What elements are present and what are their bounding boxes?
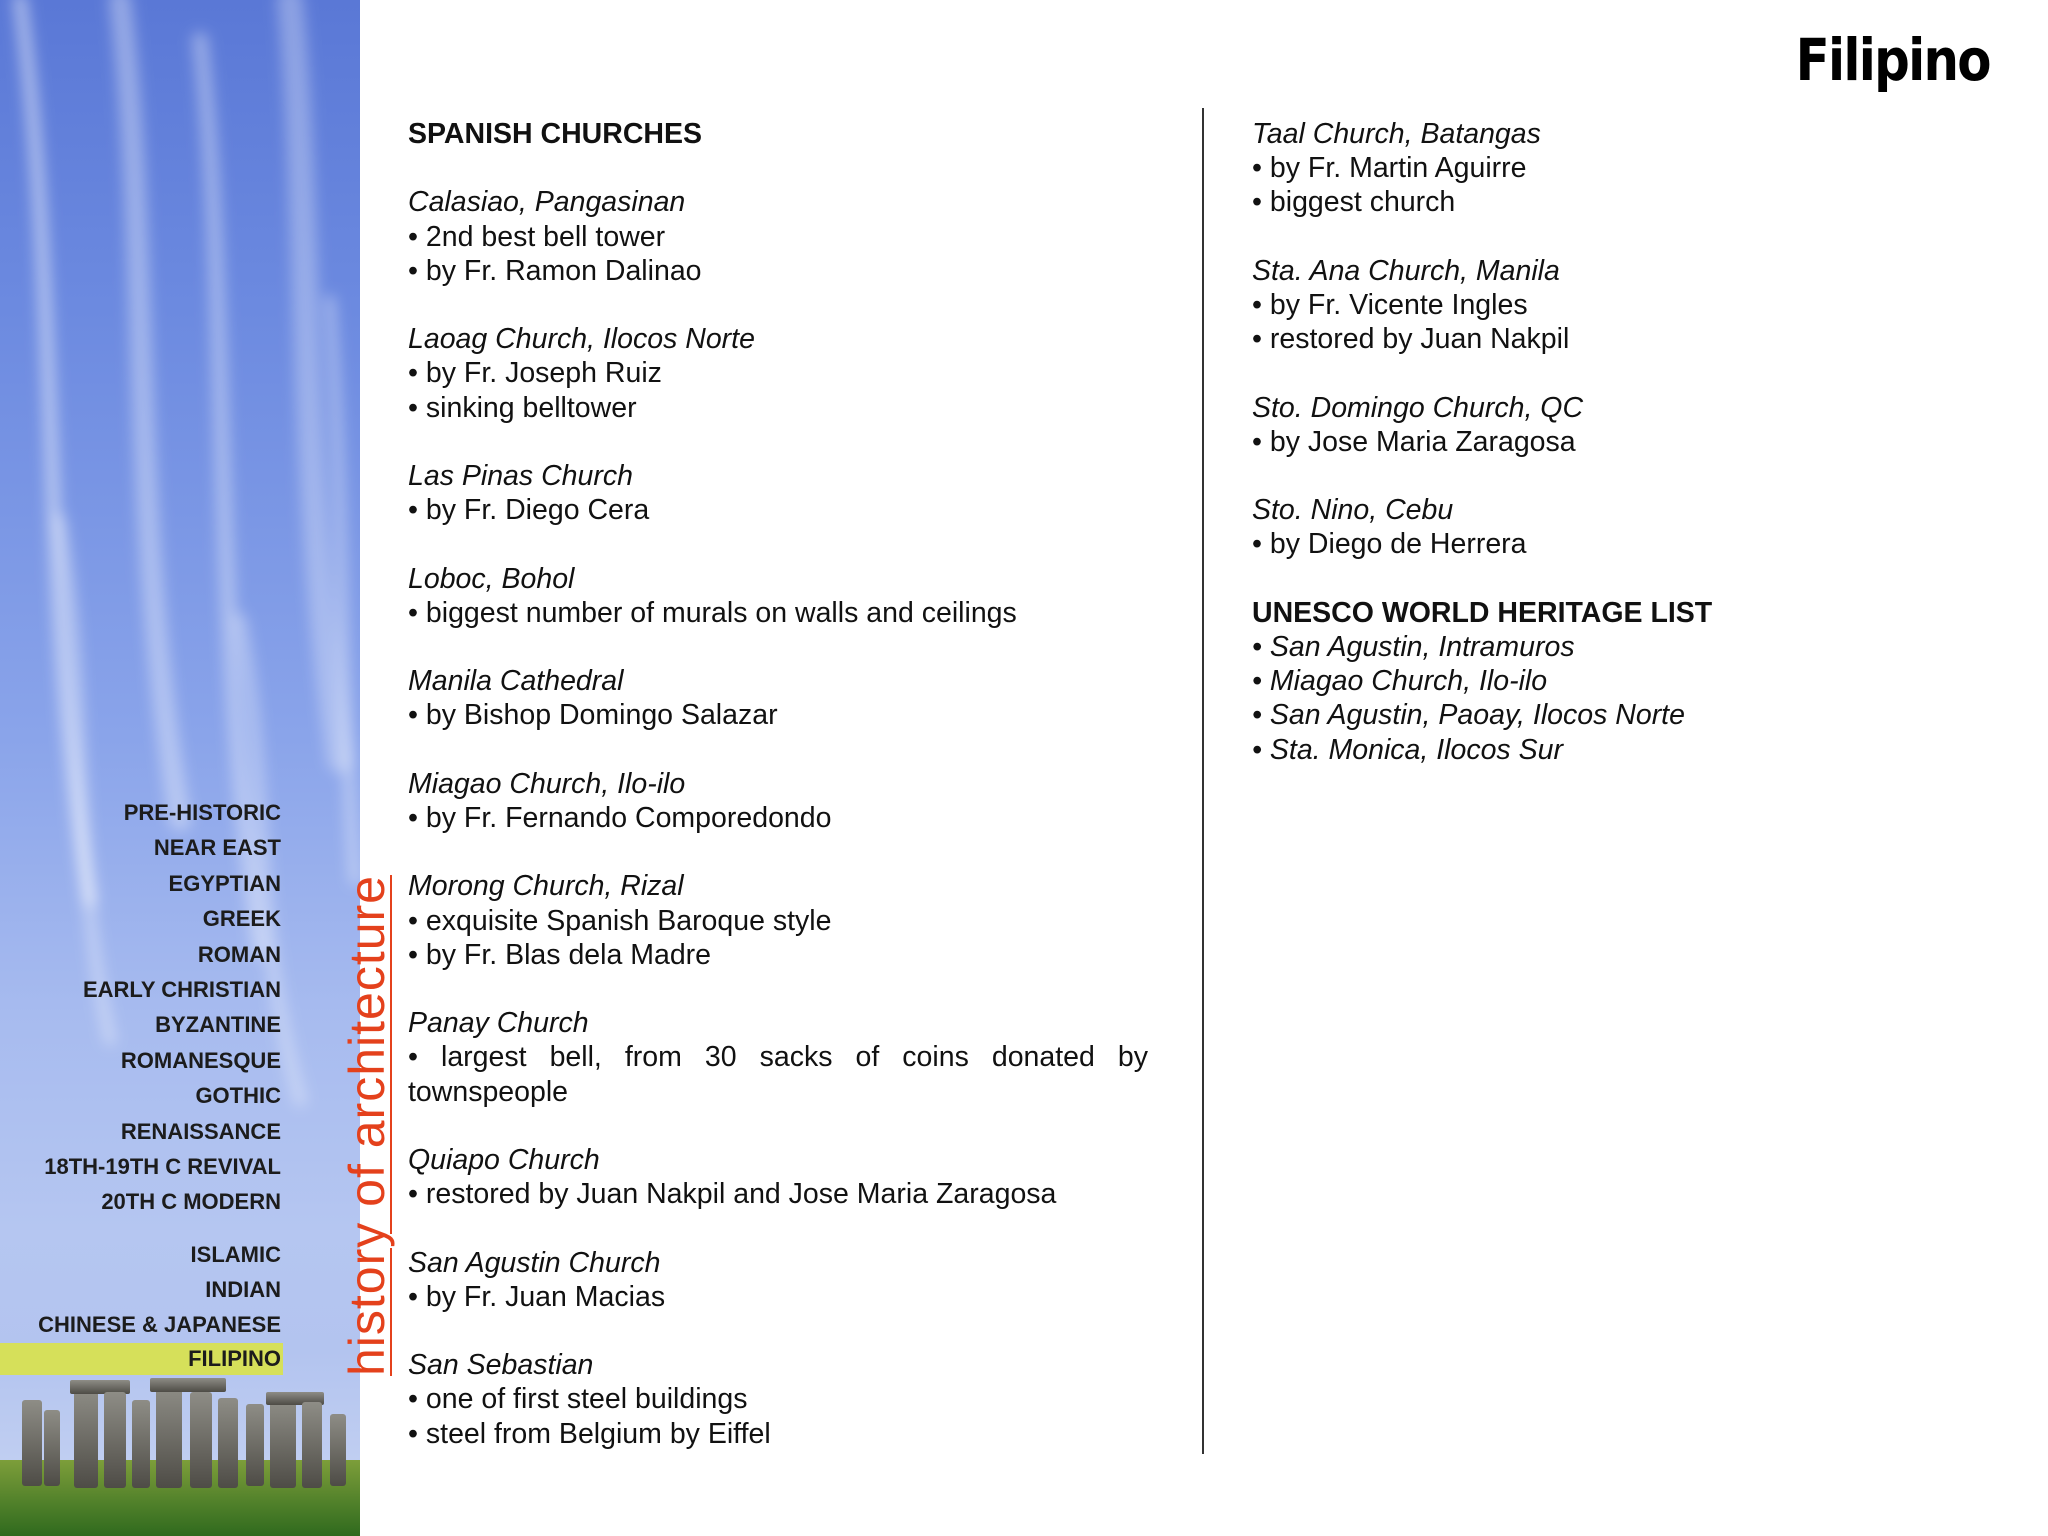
left-column bbox=[408, 117, 1148, 1451]
nav-item-roman[interactable]: ROMAN bbox=[197, 941, 281, 967]
nav-item-byzantine[interactable]: BYZANTINE bbox=[155, 1012, 281, 1038]
nav-item-filipino[interactable]: FILIPINO bbox=[0, 1343, 283, 1375]
church-entry bbox=[408, 1348, 1148, 1451]
unesco-item: • San Agustin, Paoay, Ilocos Norte bbox=[1252, 699, 1685, 732]
nav-item-greek[interactable]: GREEK bbox=[202, 906, 281, 932]
church-fact: • by Fr. Fernando Comporedondo bbox=[408, 801, 832, 834]
church-fact: • biggest number of murals on walls and ceilings bbox=[408, 596, 1017, 629]
church-fact: • by Fr. Juan Macias bbox=[408, 1280, 666, 1313]
church-name: Manila Cathedral bbox=[408, 665, 624, 698]
church-fact: • by Fr. Joseph Ruiz bbox=[408, 357, 662, 390]
church-name: Taal Church, Batangas bbox=[1252, 118, 1541, 150]
church-fact: • 2nd best bell tower bbox=[408, 220, 666, 253]
church-name: San Agustin Church bbox=[408, 1246, 661, 1279]
page-title: Filipino bbox=[1795, 26, 1990, 94]
nav-item-islamic[interactable]: ISLAMIC bbox=[190, 1241, 281, 1267]
nav-item-romanesque[interactable]: ROMANESQUE bbox=[120, 1047, 281, 1073]
vertical-title: history of architecture bbox=[339, 875, 395, 1376]
church-entry bbox=[1252, 254, 1992, 357]
sidebar bbox=[0, 0, 395, 1536]
church-fact: • largest bell, from 30 sacks of coins donated by bbox=[408, 1041, 1148, 1074]
church-entry bbox=[408, 869, 1148, 972]
church-fact-continued: townspeople bbox=[408, 1075, 569, 1108]
church-fact: • restored by Juan Nakpil bbox=[1252, 323, 1570, 356]
nav-item-near-east[interactable]: NEAR EAST bbox=[153, 835, 281, 861]
church-entry bbox=[408, 1006, 1148, 1109]
church-name: Laoag Church, Ilocos Norte bbox=[408, 323, 755, 356]
church-name: Calasiao, Pangasinan bbox=[408, 186, 686, 219]
nav-item-revival[interactable]: 18TH-19TH C REVIVAL bbox=[44, 1153, 281, 1179]
nav-item-pre-historic[interactable]: PRE-HISTORIC bbox=[123, 800, 281, 825]
church-entry bbox=[408, 459, 1148, 527]
nav-item-modern[interactable]: 20TH C MODERN bbox=[101, 1189, 281, 1215]
unesco-item: • San Agustin, Intramuros bbox=[1252, 630, 1575, 663]
nav-item-early-christian[interactable]: EARLY CHRISTIAN bbox=[82, 976, 281, 1002]
church-entry bbox=[1252, 493, 1992, 561]
church-entry bbox=[408, 1143, 1148, 1211]
church-name: Morong Church, Rizal bbox=[408, 870, 684, 903]
church-fact: • by Fr. Vicente Ingles bbox=[1252, 289, 1528, 321]
church-fact: • exquisite Spanish Baroque style bbox=[408, 904, 832, 937]
church-fact: • restored by Juan Nakpil and Jose Maria Zaragosa bbox=[408, 1178, 1057, 1211]
nav-item-renaissance[interactable]: RENAISSANCE bbox=[120, 1118, 281, 1144]
stonehenge-image bbox=[0, 1370, 360, 1536]
right-column bbox=[1252, 117, 1992, 767]
church-name: San Sebastian bbox=[408, 1349, 594, 1382]
unesco-item: • Miagao Church, Ilo-ilo bbox=[1252, 665, 1548, 698]
church-name: Las Pinas Church bbox=[408, 459, 633, 492]
church-fact: • by Fr. Ramon Dalinao bbox=[408, 254, 702, 287]
church-fact: • by Fr. Diego Cera bbox=[408, 494, 650, 527]
nav-item-egyptian[interactable]: EGYPTIAN bbox=[168, 870, 281, 896]
church-fact: • by Fr. Martin Aguirre bbox=[1252, 152, 1527, 185]
church-entry bbox=[408, 562, 1148, 630]
section-heading-spanish-churches: SPANISH CHURCHES bbox=[408, 118, 703, 150]
church-entry bbox=[408, 664, 1148, 732]
church-entry bbox=[408, 322, 1148, 425]
church-fact: • steel from Belgium by Eiffel bbox=[408, 1417, 771, 1450]
church-entry bbox=[1252, 117, 1992, 220]
church-fact: • sinking belltower bbox=[408, 391, 637, 424]
church-name: Sto. Domingo Church, QC bbox=[1252, 391, 1584, 424]
church-fact: • by Fr. Blas dela Madre bbox=[408, 938, 712, 971]
section-heading-unesco: UNESCO WORLD HERITAGE LIST bbox=[1252, 596, 1713, 629]
nav-item-chinese-japanese[interactable]: CHINESE & JAPANESE bbox=[38, 1312, 281, 1338]
church-fact: • biggest church bbox=[1252, 186, 1456, 219]
church-fact: • one of first steel buildings bbox=[408, 1383, 748, 1416]
column-divider bbox=[1202, 108, 1204, 1454]
church-entry bbox=[408, 1246, 1148, 1314]
church-name: Panay Church bbox=[408, 1007, 589, 1040]
church-entry bbox=[1252, 391, 1992, 459]
unesco-item: • Sta. Monica, Ilocos Sur bbox=[1252, 733, 1563, 766]
nav-item-gothic[interactable]: GOTHIC bbox=[195, 1083, 281, 1109]
nav-list bbox=[0, 795, 283, 1375]
church-entry bbox=[408, 767, 1148, 835]
church-fact: • by Bishop Domingo Salazar bbox=[408, 699, 778, 732]
church-name: Miagao Church, Ilo-ilo bbox=[408, 767, 686, 800]
church-name: Sto. Nino, Cebu bbox=[1252, 494, 1454, 527]
nav-item-indian[interactable]: INDIAN bbox=[205, 1277, 281, 1303]
church-name: Sta. Ana Church, Manila bbox=[1252, 254, 1560, 287]
church-entry bbox=[408, 185, 1148, 288]
church-fact: • by Jose Maria Zaragosa bbox=[1252, 425, 1576, 458]
church-fact: • by Diego de Herrera bbox=[1252, 528, 1527, 561]
church-name: Loboc, Bohol bbox=[408, 562, 575, 595]
church-name: Quiapo Church bbox=[408, 1143, 600, 1176]
